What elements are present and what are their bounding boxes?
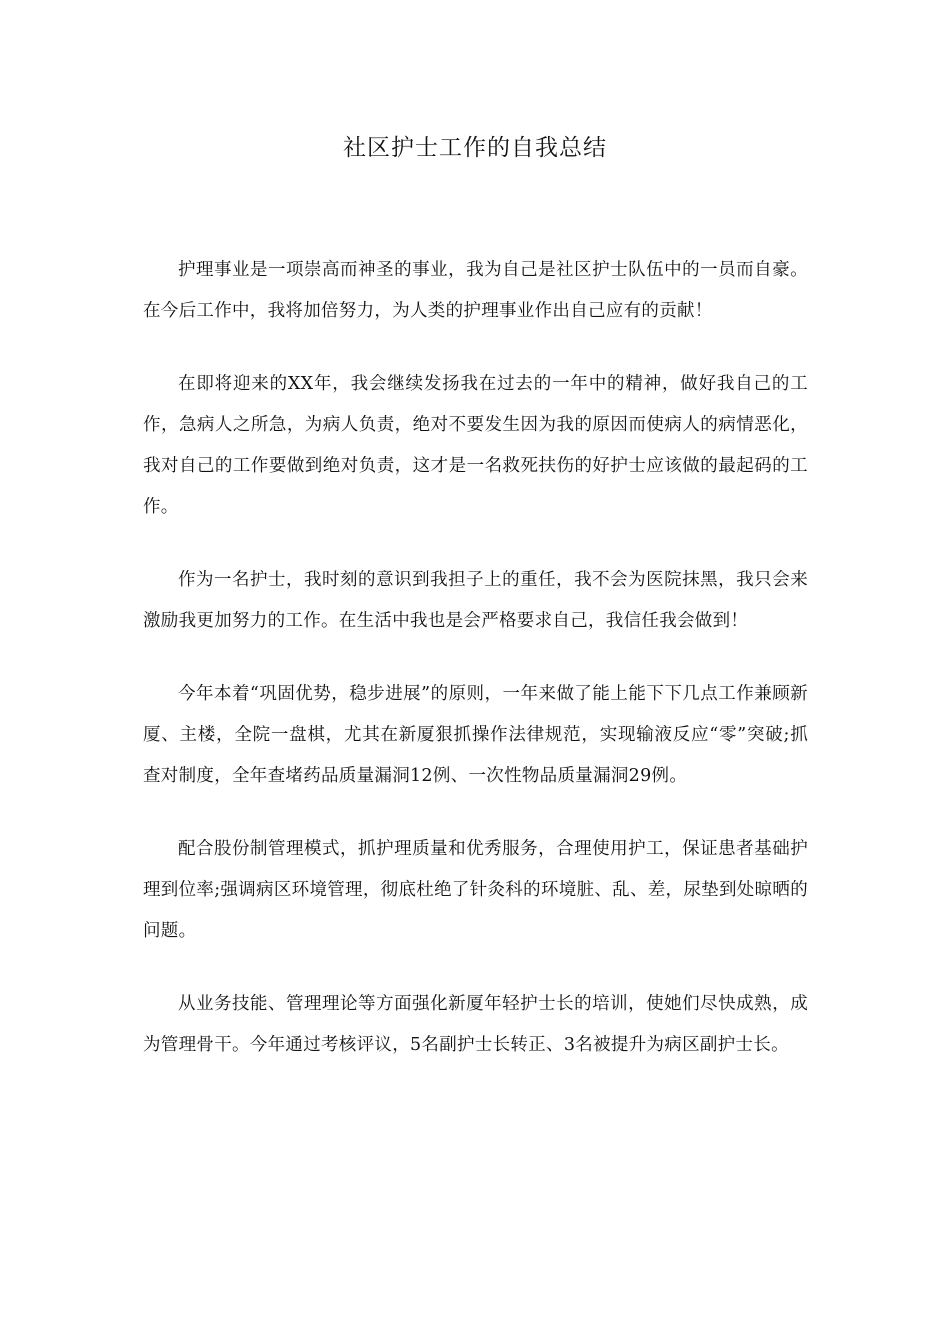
paragraph-1: 护理事业是一项崇高而神圣的事业，我为自己是社区护士队伍中的一员而自豪。在今后工作中，我将加倍努力，为人类的护理事业作出自己应有的贡献！ xyxy=(143,260,808,321)
paragraph-5: 配合股份制管理模式，抓护理质量和优秀服务，合理使用护工，保证患者基础护理到位率;强调病区环境管理，彻底杜绝了针灸科的环境脏、乱、差，尿垫到处晾晒的问题。 xyxy=(143,839,808,941)
paragraph-6: 从业务技能、管理理论等方面强化新厦年轻护士长的培训，使她们尽快成熟，成为管理骨干。今年通过考核评议，5名副护士长转正、3名被提升为病区副护士长。 xyxy=(143,994,808,1055)
paragraph-2: 在即将迎来的XX年，我会继续发扬我在过去的一年中的精神，做好我自己的工作，急病人之所急，为病人负责，绝对不要发生因为我的原因而使病人的病情恶化，我对自己的工作要做到绝对负责，这才是一名救死扶伤的好护士应该做的最起码的工作。 xyxy=(143,374,808,517)
document-title: 社区护士工作的自我总结 xyxy=(343,135,607,161)
paragraph-3: 作为一名护士，我时刻的意识到我担子上的重任，我不会为医院抹黑，我只会来激励我更加努力的工作。在生活中我也是会严格要求自己，我信任我会做到！ xyxy=(143,570,808,631)
paragraph-4: 今年本着“巩固优势，稳步进展”的原则，一年来做了能上能下下几点工作兼顾新厦、主楼，全院一盘棋，尤其在新厦狠抓操作法律规范，实现输液反应“零”突破;抓查对制度，全年查堵药品质量漏洞12例、一次性物品质量漏洞29例。 xyxy=(143,684,808,786)
document-body xyxy=(143,250,808,1098)
